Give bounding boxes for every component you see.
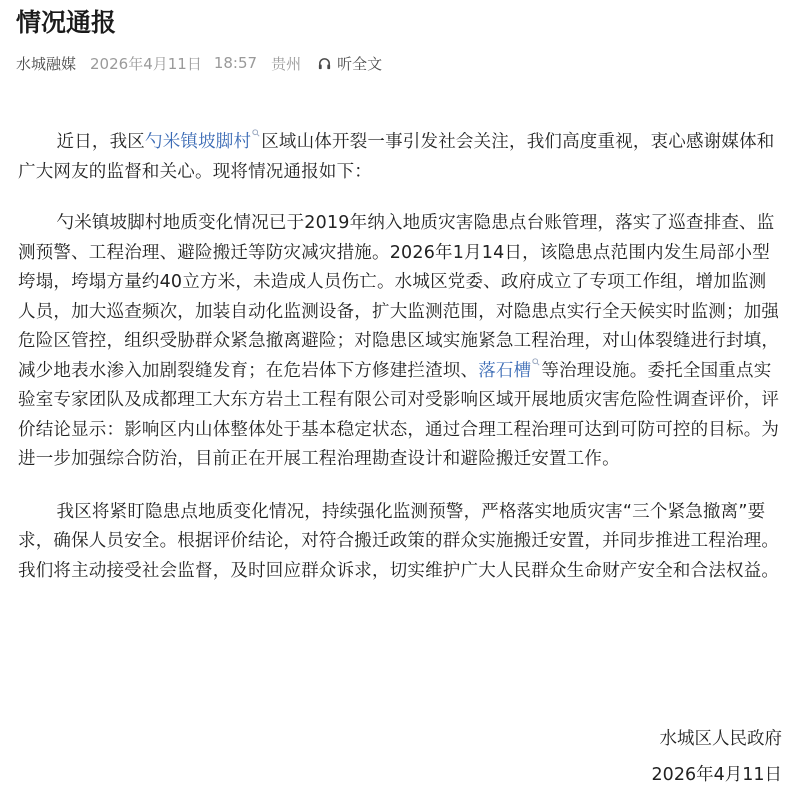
- paragraph-intro: [18, 128, 782, 187]
- paragraph-text: 区域山体开裂一事引发社会关注，我们高度重视，衷心感谢媒体和广大网友的监督和关心。现将情况通报如下：: [18, 132, 775, 182]
- region-label: 贵州: [271, 54, 302, 73]
- publish-time: 18:57: [213, 54, 258, 72]
- article-body: [18, 128, 782, 586]
- source-name[interactable]: 水城融媒: [16, 54, 77, 73]
- signature-date: 2026年4月11日: [651, 765, 782, 785]
- search-icon[interactable]: [252, 129, 260, 137]
- location-link[interactable]: 勺米镇坡脚村: [145, 132, 252, 152]
- article-meta: [16, 52, 382, 74]
- paragraph-text: 近日，我区: [56, 132, 145, 152]
- listen-label: 听全文: [337, 54, 383, 73]
- publish-date: 2026年4月11日: [90, 54, 202, 73]
- listen-button[interactable]: [317, 53, 382, 74]
- paragraph-text: 勺米镇坡脚村地质变化情况已于2019年纳入地质灾害隐患点台账管理，落实了巡查排查、监测预警、工程治理、避险搬迁等防灾减灾措施。2026年1月14日，该隐患点范围内发生局部小型垮塌，垮塌方量约40立方米，未造成人员伤亡。水城区党委、政府成立了专项工作组，增加监测人员，加大巡查频次，加装自动化监测设备，扩大监测范围，对隐患点实行全天候实时监测；加强危险区管控，组织受胁群众紧急撤离避险；对隐患区域实施紧急工程治理，对山体裂缝进行封填，减少地表水渗入加剧裂缝发育；在危岩体下方修建拦渣坝、: [18, 213, 780, 381]
- term-link[interactable]: 落石槽: [478, 360, 532, 381]
- headphones-icon: [317, 56, 332, 71]
- signature-org: 水城区人民政府: [659, 729, 782, 749]
- page-title: 情况通报: [16, 8, 117, 37]
- search-icon[interactable]: [532, 358, 540, 366]
- paragraph-commitment: 我区将紧盯隐患点地质变化情况，持续强化监测预警，严格落实地质灾害“三个紧急撤离”要求，确保人员安全。根据评价结论，对符合搬迁政策的群众实施搬迁安置，并同步推进工程治理。我们将主动接受社会监督，及时回应群众诉求，切实维护广大人民群众生命财产安全和合法权益。: [18, 501, 780, 581]
- paragraph-details: [18, 209, 782, 475]
- paragraph-text: 等治理设施。委托全国重点实验室专家团队及成都理工大东方岩土工程有限公司对受影响区域开展地质灾害危险性调查评价，评价结论显示：影响区内山体整体处于基本稳定状态，通过合理工程治理可达到可防可控的目标。为进一步加强综合防治，目前正在开展工程治理勘查设计和避险搬迁安置工作。: [18, 360, 780, 469]
